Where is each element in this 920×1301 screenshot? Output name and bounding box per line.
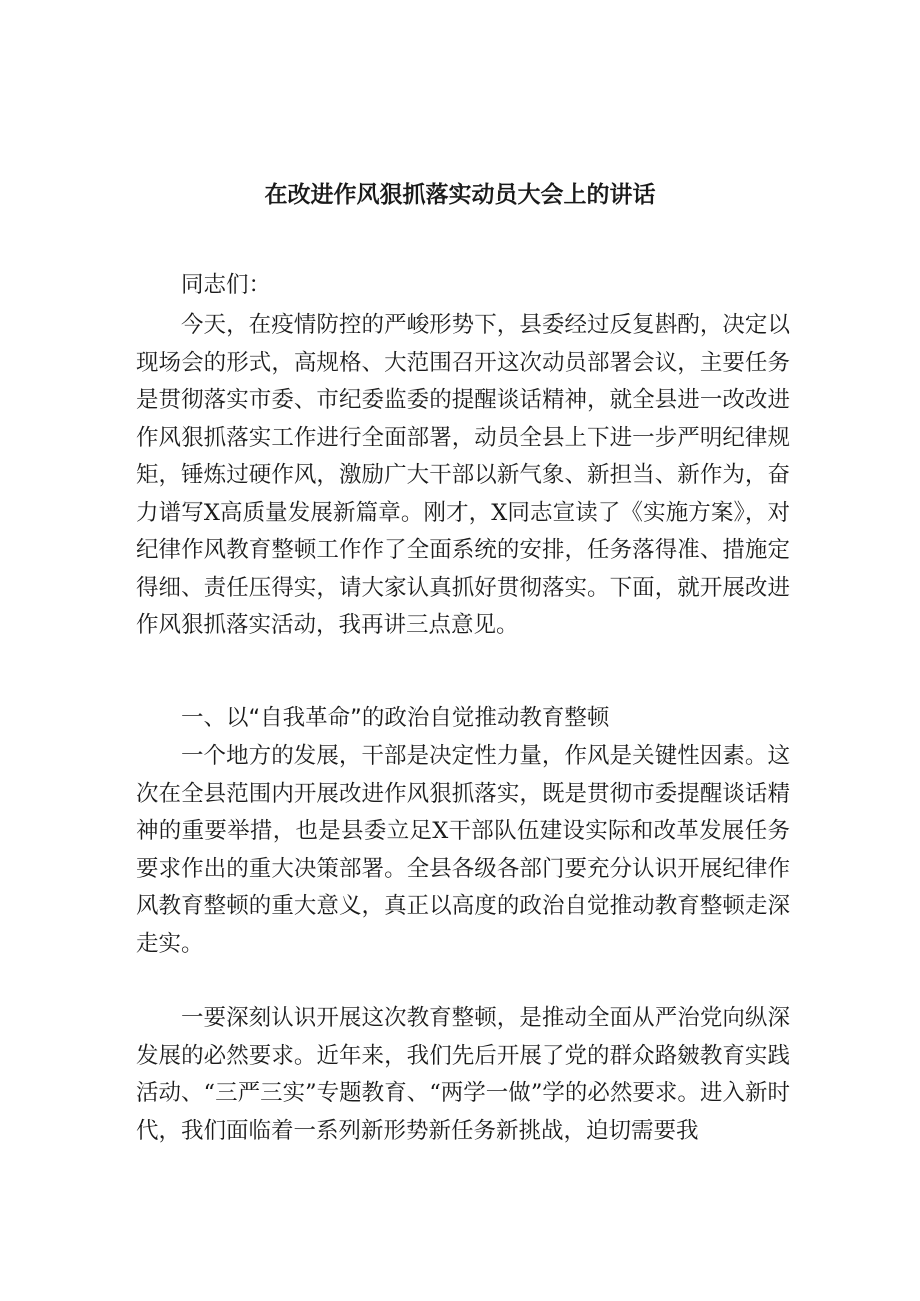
paragraph-section1-1: 一个地方的发展，干部是决定性力量，作风是关键性因素。这次在全县范围内开展改进作风狠抓落实，既是贯彻市委提醒谈话精神的重要举措，也是县委立足X干部队伍建设实际和改革发展任务要求作出的重大决策部署。全县各级各部门要充分认识开展纪律作风教育整顿的重大意义，真正以高度的政治自觉推动教育整顿走深走实。 — [136, 743, 790, 957]
document-title: 在改进作风狠抓落实动员大会上的讲话 — [264, 182, 656, 208]
section-heading-1: 一、以“自我革命”的政治自觉推动教育整顿 — [181, 705, 610, 731]
paragraph-section1-2: 一要深刻认识开展这次教育整顿，是推动全面从严治党向纵深发展的必然要求。近年来，我们先后开展了党的群众路皴教育实践活动、“三严三实”专题教育、“两学一做”学的必然要求。进入新时代，我们面临着一系列新形势新任务新挑战，迫切需要我 — [136, 1005, 790, 1144]
paragraph-intro: 今天，在疫情防控的严峻形势下，县委经过反复斟酌，决定以现场会的形式，高规格、大范围召开这次动员部署会议，主要任务是贯彻落实市委、市纪委监委的提醒谈话精神，就全县进一改改进作风狠抓落实工作进行全面部署，动员全县上下进一步严明纪律规矩，锤炼过硬作风，激励广大干部以新气象、新担当、新作为，奋力谱写X高质量发展新篇章。刚才，X同志宣读了《实施方案》，对纪律作风教育整顿工作作了全面系统的安排，任务落得准、措施定得细、责任压得实，请大家认真抓好贯彻落实。下面，就开展改进作风狠抓落实活动，我再讲三点意见。 — [136, 312, 790, 638]
salutation: 同志们： — [181, 272, 272, 298]
